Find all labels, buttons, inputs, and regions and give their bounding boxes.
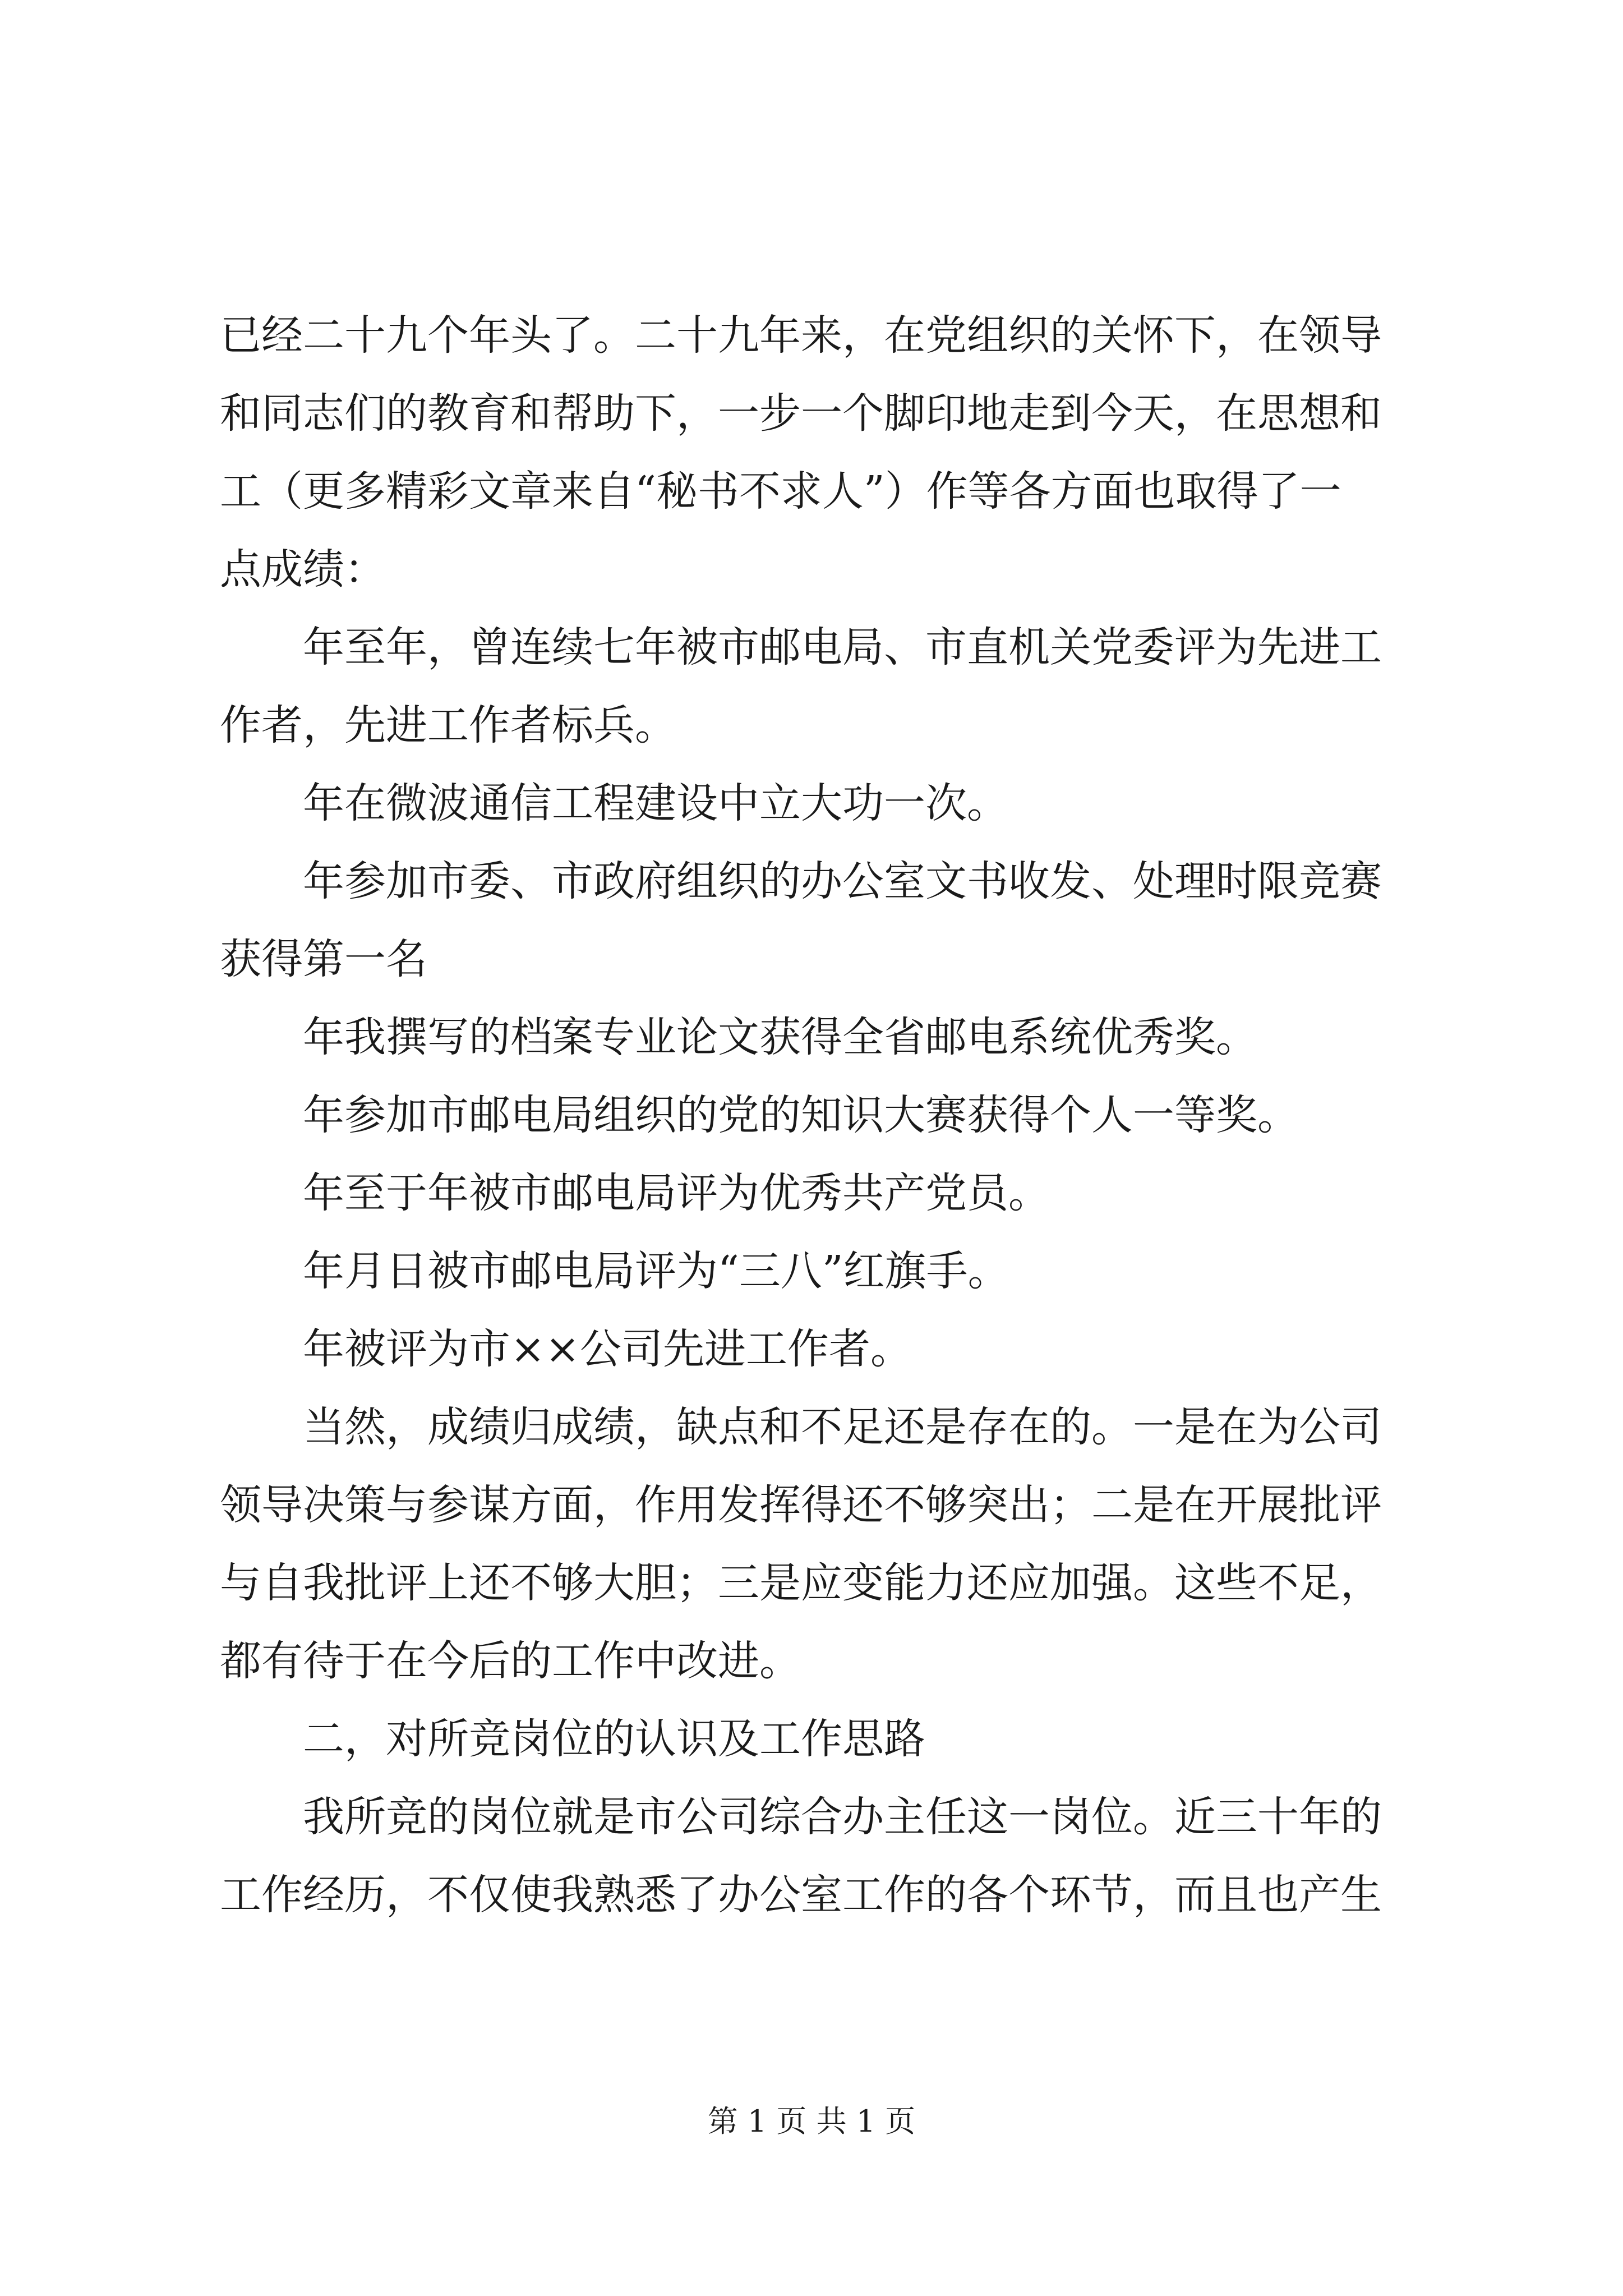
text-line: 都有待于在今后的工作中改进。 bbox=[220, 1637, 801, 1685]
text-line: 和同志们的教育和帮助下，一步一个脚印地走到今天，在思想和 bbox=[220, 389, 1382, 438]
text-line: 作者，先进工作者标兵。 bbox=[220, 701, 676, 749]
text-line: 年至于年被市邮电局评为优秀共产党员。 bbox=[303, 1169, 1050, 1217]
text-line: 领导决策与参谋方面，作用发挥得还不够突出；二是在开展批评 bbox=[220, 1481, 1382, 1529]
text-line: 年至年，曾连续七年被市邮电局、市直机关党委评为先进工 bbox=[303, 623, 1382, 671]
page-footer: 第 1 页 共 1 页 bbox=[707, 2104, 916, 2139]
text-line: 年我撰写的档案专业论文获得全省邮电系统优秀奖。 bbox=[303, 1013, 1257, 1061]
text-line: 年被评为市××公司先进工作者。 bbox=[303, 1325, 912, 1373]
text-line: 与自我批评上还不够大胆；三是应变能力还应加强。这些不足， bbox=[220, 1559, 1382, 1607]
text-line: 二，对所竞岗位的认识及工作思路 bbox=[303, 1715, 925, 1763]
text-line: 已经二十九个年头了。二十九年来，在党组织的关怀下，在领导 bbox=[220, 311, 1382, 360]
text-line: 工（更多精彩文章来自“秘书不求人”）作等各方面也取得了一 bbox=[220, 467, 1341, 516]
text-line: 当然，成绩归成绩，缺点和不足还是存在的。一是在为公司 bbox=[303, 1403, 1382, 1451]
text-line: 年月日被市邮电局评为“三八”红旗手。 bbox=[303, 1247, 1009, 1295]
text-line: 年在微波通信工程建设中立大功一次。 bbox=[303, 779, 1008, 827]
text-line: 获得第一名 bbox=[220, 935, 427, 983]
text-line: 点成绩： bbox=[220, 545, 386, 593]
text-line: 工作经历，不仅使我熟悉了办公室工作的各个环节，而且也产生 bbox=[220, 1871, 1382, 1919]
text-line: 我所竞的岗位就是市公司综合办主任这一岗位。近三十年的 bbox=[303, 1793, 1382, 1841]
text-line: 年参加市委、市政府组织的办公室文书收发、处理时限竞赛 bbox=[303, 857, 1382, 905]
text-line: 年参加市邮电局组织的党的知识大赛获得个人一等奖。 bbox=[303, 1091, 1299, 1139]
